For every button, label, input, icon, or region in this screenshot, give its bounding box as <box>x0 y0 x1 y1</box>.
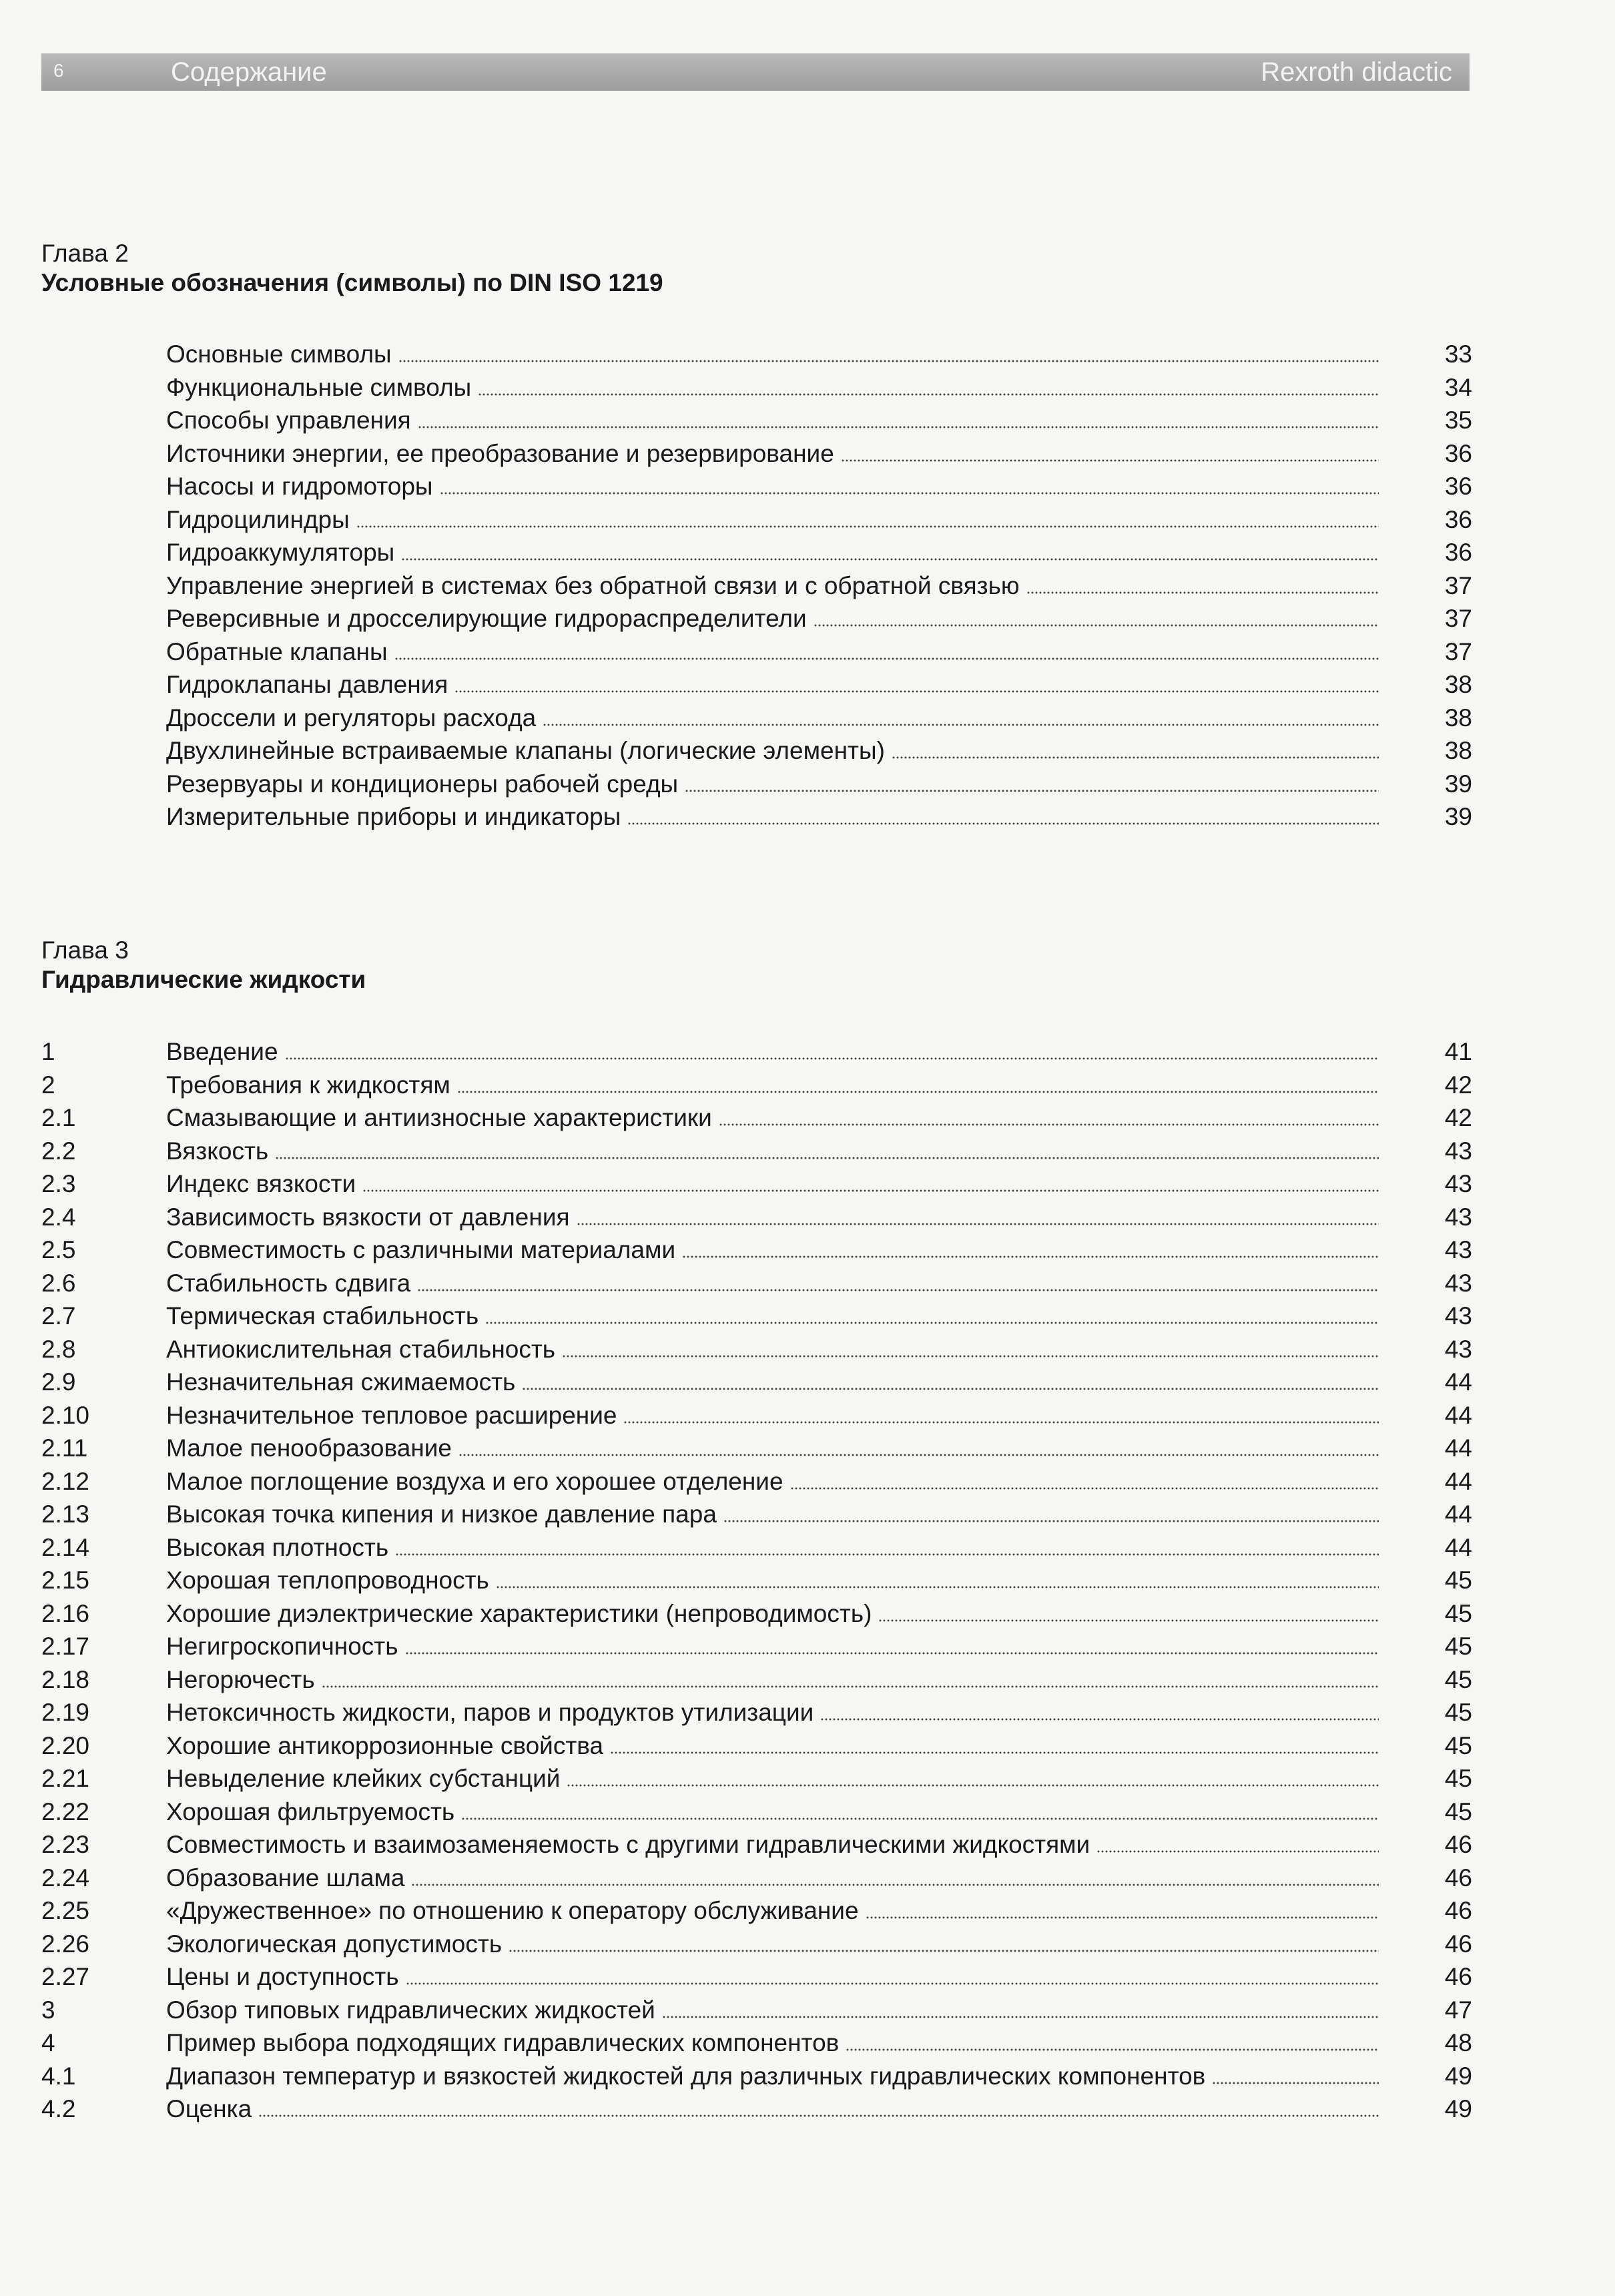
toc-row[interactable] <box>41 470 1472 503</box>
toc-number: 2.22 <box>41 1797 90 1825</box>
toc-page-number: 44 <box>1444 1500 1472 1528</box>
section-title: Содержание <box>171 57 327 87</box>
toc-number: 2.19 <box>41 1699 90 1726</box>
dot-leader <box>509 1928 1379 1952</box>
dot-leader <box>662 1994 1379 2018</box>
toc-row[interactable] <box>41 1894 1472 1928</box>
toc-row[interactable] <box>41 1333 1472 1366</box>
dot-leader <box>395 1532 1379 1556</box>
toc-row[interactable] <box>41 734 1472 768</box>
toc-number: 2.10 <box>41 1401 90 1429</box>
dot-leader <box>841 438 1379 462</box>
toc-entry <box>166 1300 1379 1333</box>
toc-entry-text: Источники энергии, ее преобразование и резервирование <box>166 439 834 467</box>
dot-leader <box>1212 2060 1379 2084</box>
toc-row[interactable] <box>41 1101 1472 1135</box>
dot-leader <box>820 1697 1379 1721</box>
dot-leader <box>440 471 1379 495</box>
dot-leader <box>411 1862 1379 1886</box>
toc-row[interactable] <box>41 668 1472 701</box>
dot-leader <box>406 1961 1379 1985</box>
toc-page-number: 36 <box>1444 439 1472 467</box>
toc-entry-text: Совместимость и взаимозаменяемость с другими гидравлическими жидкостями <box>166 1831 1090 1858</box>
toc-entry <box>166 1267 1379 1300</box>
toc-entry <box>166 800 1379 834</box>
toc-number: 2.9 <box>41 1368 76 1396</box>
toc-entry <box>166 734 1379 768</box>
dot-leader <box>398 338 1379 362</box>
toc-entry <box>166 503 1379 537</box>
toc-entry <box>166 1233 1379 1267</box>
chapter-3-heading <box>41 936 1376 994</box>
toc-page-number: 47 <box>1444 1996 1472 2024</box>
toc-number: 2.8 <box>41 1335 76 1363</box>
toc-number: 2.13 <box>41 1500 90 1528</box>
toc-entry-text: Диапазон температур и вязкостей жидкостей для различных гидравлических компонентов <box>166 2062 1206 2090</box>
page-number: 6 <box>53 60 64 81</box>
toc-entry-text: Незначительная сжимаемость <box>166 1368 516 1396</box>
toc-page-number: 43 <box>1444 1236 1472 1263</box>
toc-entry-text: Гидроклапаны давления <box>166 671 448 698</box>
toc-number: 2.23 <box>41 1831 90 1858</box>
toc-entry <box>166 1663 1379 1697</box>
toc-number: 2.3 <box>41 1170 76 1197</box>
toc-number: 2.24 <box>41 1863 90 1892</box>
toc-page-number: 45 <box>1444 1599 1472 1627</box>
toc-page-number: 42 <box>1444 1071 1472 1099</box>
chapter-label: Глава 3 <box>41 936 129 964</box>
toc-entry <box>166 1894 1379 1928</box>
dot-leader <box>567 1763 1379 1787</box>
toc-row[interactable] <box>41 1597 1472 1631</box>
toc-row[interactable] <box>41 404 1472 437</box>
toc-entry <box>166 1035 1379 1069</box>
toc-entry-text: Невыделение клейких субстанций <box>166 1765 561 1792</box>
toc-page-number: 45 <box>1444 1566 1472 1594</box>
toc-number: 2.26 <box>41 1930 90 1958</box>
dot-leader <box>522 1366 1379 1390</box>
toc-entry-text: Антиокислительная стабильность <box>166 1335 556 1363</box>
toc-entry-text: Индекс вязкости <box>166 1170 356 1197</box>
toc-entry-text: Реверсивные и дросселирующие гидрораспределители <box>166 605 807 632</box>
toc-page-number: 45 <box>1444 1731 1472 1759</box>
toc-entry-text: Хорошая фильтруемость <box>166 1797 455 1825</box>
toc-entry <box>166 1729 1379 1763</box>
toc-number: 4.2 <box>41 2095 76 2122</box>
dot-leader <box>458 1432 1379 1456</box>
toc-row[interactable] <box>41 768 1472 801</box>
toc-number: 2.6 <box>41 1269 76 1297</box>
toc-row[interactable] <box>41 2060 1472 2093</box>
toc-number: 2 <box>41 1071 55 1099</box>
dot-leader <box>417 1267 1379 1292</box>
toc-entry <box>166 1597 1379 1631</box>
dot-leader <box>394 636 1379 660</box>
dot-leader <box>1096 1829 1379 1853</box>
toc-entry <box>166 1135 1379 1168</box>
dot-leader <box>562 1334 1379 1358</box>
toc-row[interactable] <box>41 1828 1472 1861</box>
toc-row[interactable] <box>41 2026 1472 2060</box>
toc-entry <box>166 1399 1379 1432</box>
toc-number: 2.2 <box>41 1137 76 1165</box>
toc-number: 2.16 <box>41 1599 90 1627</box>
toc-entry-text: Хорошие диэлектрические характеристики (непроводимость) <box>166 1599 872 1627</box>
toc-page-number: 38 <box>1444 671 1472 698</box>
dot-leader <box>362 1168 1379 1192</box>
toc-entry <box>166 668 1379 701</box>
toc-number: 2.5 <box>41 1236 76 1263</box>
toc-entry-text: Введение <box>166 1038 278 1065</box>
toc-row[interactable] <box>41 1696 1472 1729</box>
dot-leader <box>577 1201 1379 1225</box>
toc-row[interactable] <box>41 2092 1472 2126</box>
dot-leader <box>866 1895 1379 1919</box>
dot-leader <box>418 404 1379 428</box>
toc-row[interactable] <box>41 503 1472 537</box>
dot-leader <box>496 1564 1379 1589</box>
brand-name: Rexroth didactic <box>1261 57 1452 87</box>
toc-page-number: 45 <box>1444 1665 1472 1693</box>
toc-entry <box>166 1201 1379 1234</box>
dot-leader <box>846 2027 1379 2051</box>
toc-number: 2.15 <box>41 1566 90 1594</box>
toc-page-number: 45 <box>1444 1797 1472 1825</box>
toc-page-number: 35 <box>1444 406 1472 434</box>
toc-entry-text: Негорючесть <box>166 1665 315 1693</box>
dot-leader <box>627 801 1379 825</box>
toc-page-number: 45 <box>1444 1699 1472 1726</box>
dot-leader <box>405 1631 1379 1655</box>
dot-leader <box>543 702 1379 726</box>
toc-entry-text: Хорошие антикоррозионные свойства <box>166 1731 604 1759</box>
dot-leader <box>814 603 1379 627</box>
toc-entry-text: Основные символы <box>166 340 392 368</box>
toc-row[interactable] <box>41 1465 1472 1498</box>
toc-page-number: 46 <box>1444 1963 1472 1990</box>
toc-entry-text: Хорошая теплопроводность <box>166 1566 489 1594</box>
toc-page-number: 44 <box>1444 1401 1472 1429</box>
toc-entry-text: Зависимость вязкости от давления <box>166 1203 570 1231</box>
toc-entry-text: Высокая точка кипения и низкое давление пара <box>166 1500 717 1528</box>
dot-leader <box>878 1598 1379 1622</box>
dot-leader <box>610 1730 1379 1754</box>
toc-entry-text: Гидроаккумуляторы <box>166 539 395 566</box>
toc-entry-text: Цены и доступность <box>166 1963 399 1990</box>
toc-row[interactable] <box>41 1432 1472 1465</box>
chapter-title: Условные обозначения (символы) по DIN ISO 1219 <box>41 269 663 296</box>
chapter-label: Глава 2 <box>41 240 129 267</box>
toc-entry <box>166 371 1379 404</box>
toc-entry <box>166 1564 1379 1597</box>
toc-entry <box>166 1994 1379 2027</box>
toc-entry-text: «Дружественное» по отношению к оператору обслуживание <box>166 1897 859 1924</box>
dot-leader <box>892 735 1379 759</box>
toc-page-number: 48 <box>1444 2029 1472 2056</box>
toc-row[interactable] <box>41 1366 1472 1399</box>
toc-entry-text: Способы управления <box>166 406 411 434</box>
toc-page-number: 46 <box>1444 1930 1472 1958</box>
toc-entry-text: Обзор типовых гидравлических жидкостей <box>166 1996 655 2024</box>
toc-page-number: 42 <box>1444 1104 1472 1131</box>
toc-number: 3 <box>41 1996 55 2024</box>
toc-entry-text: Малое пенообразование <box>166 1434 452 1462</box>
toc-page-number: 43 <box>1444 1137 1472 1165</box>
toc-number: 2.4 <box>41 1203 76 1231</box>
toc-entry-text: Насосы и гидромоторы <box>166 473 433 500</box>
toc-entry-text: Обратные клапаны <box>166 637 388 665</box>
toc-number: 2.18 <box>41 1665 90 1693</box>
toc-entry-text: Измерительные приборы и индикаторы <box>166 803 621 830</box>
toc-entry <box>166 2026 1379 2060</box>
toc-number: 2.27 <box>41 1963 90 1990</box>
toc-entry-text: Образование шлама <box>166 1863 405 1892</box>
dot-leader <box>682 1234 1379 1258</box>
toc-row[interactable] <box>41 1300 1472 1333</box>
toc-entry <box>166 1498 1379 1531</box>
toc-row[interactable] <box>41 1928 1472 1961</box>
dot-leader <box>285 1036 1379 1060</box>
toc-page-number: 44 <box>1444 1533 1472 1561</box>
toc-entry <box>166 536 1379 569</box>
toc-number: 2.7 <box>41 1302 76 1330</box>
toc-entry <box>166 1366 1379 1399</box>
toc-row[interactable] <box>41 371 1472 404</box>
toc-page-number: 38 <box>1444 703 1472 732</box>
toc-row[interactable] <box>41 1035 1472 1069</box>
toc-entry-text: Малое поглощение воздуха и его хорошее отделение <box>166 1467 783 1495</box>
toc-row[interactable] <box>41 1201 1472 1234</box>
toc-number: 2.21 <box>41 1765 90 1792</box>
toc-page-number: 41 <box>1444 1038 1472 1065</box>
toc-page-number: 46 <box>1444 1831 1472 1858</box>
toc-row[interactable] <box>41 1399 1472 1432</box>
toc-entry-text: Стабильность сдвига <box>166 1269 411 1297</box>
toc-number: 4.1 <box>41 2062 76 2090</box>
toc-row[interactable] <box>41 338 1472 371</box>
toc-entry <box>166 635 1379 669</box>
toc-page-number: 43 <box>1444 1269 1472 1297</box>
toc-page-number: 46 <box>1444 1863 1472 1892</box>
toc-page-number: 39 <box>1444 770 1472 798</box>
toc-entry <box>166 1630 1379 1663</box>
toc-entry-text: Нетоксичность жидкости, паров и продуктов утилизации <box>166 1699 814 1726</box>
dot-leader <box>461 1796 1379 1820</box>
toc-row[interactable] <box>41 1729 1472 1763</box>
toc-entry <box>166 701 1379 735</box>
toc-page-number: 34 <box>1444 373 1472 401</box>
toc-row[interactable] <box>41 569 1472 603</box>
toc-entry <box>166 1696 1379 1729</box>
toc-page-number: 36 <box>1444 539 1472 566</box>
toc-row[interactable] <box>41 1135 1472 1168</box>
dot-leader <box>723 1498 1379 1522</box>
toc-entry <box>166 437 1379 471</box>
toc-entry <box>166 1167 1379 1201</box>
toc-number: 2.25 <box>41 1897 90 1924</box>
toc-entry <box>166 1101 1379 1135</box>
toc-page-number: 33 <box>1444 340 1472 368</box>
toc-page-number: 49 <box>1444 2062 1472 2090</box>
toc-page-number: 39 <box>1444 803 1472 830</box>
toc-row[interactable] <box>41 701 1472 735</box>
toc-row[interactable] <box>41 635 1472 669</box>
toc-entry-text: Негигроскопичность <box>166 1633 398 1660</box>
toc-row[interactable] <box>41 1994 1472 2027</box>
toc-entry-text: Пример выбора подходящих гидравлических компонентов <box>166 2029 840 2056</box>
toc-entry <box>166 1861 1379 1895</box>
toc-page-number: 45 <box>1444 1633 1472 1660</box>
toc-entry-text: Гидроцилиндры <box>166 505 350 533</box>
toc-entry-text: Смазывающие и антиизносные характеристики <box>166 1104 712 1131</box>
toc-number: 2.17 <box>41 1633 90 1660</box>
dot-leader <box>356 504 1379 528</box>
toc-row[interactable] <box>41 437 1472 471</box>
toc-page-number: 38 <box>1444 737 1472 764</box>
toc-entry <box>166 1928 1379 1961</box>
toc-page-number: 43 <box>1444 1170 1472 1197</box>
toc-page-number: 45 <box>1444 1765 1472 1792</box>
toc-row[interactable] <box>41 1531 1472 1564</box>
toc-page-number: 46 <box>1444 1897 1472 1924</box>
toc-page-number: 44 <box>1444 1467 1472 1495</box>
toc-row[interactable] <box>41 1564 1472 1597</box>
running-header <box>41 53 1470 91</box>
toc-entry-text: Незначительное тепловое расширение <box>166 1401 617 1429</box>
toc-entry <box>166 1069 1379 1102</box>
dot-leader <box>457 1069 1379 1093</box>
toc-entry-text: Функциональные символы <box>166 373 472 401</box>
toc-entry-text: Двухлинейные встраиваемые клапаны (логические элементы) <box>166 737 885 764</box>
toc-entry-text: Экологическая допустимость <box>166 1930 503 1958</box>
toc-entry <box>166 1432 1379 1465</box>
toc-page-number: 37 <box>1444 637 1472 665</box>
toc-number: 4 <box>41 2029 55 2056</box>
toc-row[interactable] <box>41 1233 1472 1267</box>
chapter-3-toc <box>41 1035 1472 2126</box>
toc-entry-text: Вязкость <box>166 1137 269 1165</box>
toc-entry <box>166 338 1379 371</box>
toc-row[interactable] <box>41 1267 1472 1300</box>
toc-entry <box>166 1795 1379 1829</box>
toc-page-number: 49 <box>1444 2095 1472 2122</box>
toc-entry-text: Требования к жидкостям <box>166 1071 450 1099</box>
dot-leader <box>258 2093 1379 2117</box>
toc-entry <box>166 1828 1379 1861</box>
chapter-2-heading <box>41 239 1376 298</box>
toc-row[interactable] <box>41 1960 1472 1994</box>
dot-leader <box>623 1400 1379 1424</box>
toc-row[interactable] <box>41 1630 1472 1663</box>
toc-page-number: 43 <box>1444 1203 1472 1231</box>
toc-entry-text: Совместимость с различными материалами <box>166 1236 676 1263</box>
dot-leader <box>322 1664 1379 1688</box>
toc-entry <box>166 1333 1379 1366</box>
chapter-2-toc <box>41 338 1472 834</box>
toc-row[interactable] <box>41 1795 1472 1829</box>
toc-entry <box>166 470 1379 503</box>
toc-page-number: 37 <box>1444 571 1472 599</box>
toc-row[interactable] <box>41 536 1472 569</box>
toc-page-number: 37 <box>1444 605 1472 632</box>
toc-number: 2.12 <box>41 1467 90 1495</box>
toc-entry <box>166 1762 1379 1795</box>
toc-page-number: 43 <box>1444 1302 1472 1330</box>
dot-leader <box>401 537 1379 561</box>
dot-leader <box>485 1300 1379 1324</box>
toc-row[interactable] <box>41 1663 1472 1697</box>
toc-row[interactable] <box>41 1762 1472 1795</box>
toc-page-number: 36 <box>1444 505 1472 533</box>
toc-entry <box>166 1465 1379 1498</box>
toc-page-number: 44 <box>1444 1434 1472 1462</box>
dot-leader <box>478 372 1379 396</box>
toc-entry <box>166 1960 1379 1994</box>
chapter-title: Гидравлические жидкости <box>41 966 366 993</box>
toc-entry <box>166 768 1379 801</box>
dot-leader <box>454 669 1379 693</box>
toc-page-number: 43 <box>1444 1335 1472 1363</box>
toc-entry <box>166 602 1379 635</box>
dot-leader <box>275 1135 1379 1159</box>
toc-number: 1 <box>41 1038 55 1065</box>
toc-page-number: 36 <box>1444 473 1472 500</box>
toc-entry-text: Дроссели и регуляторы расхода <box>166 703 537 732</box>
dot-leader <box>790 1466 1379 1490</box>
toc-entry <box>166 2092 1379 2126</box>
toc-number: 2.14 <box>41 1533 90 1561</box>
toc-entry-text: Оценка <box>166 2095 252 2122</box>
toc-number: 2.11 <box>41 1434 88 1462</box>
toc-entry <box>166 569 1379 603</box>
toc-entry-text: Резервуары и кондиционеры рабочей среды <box>166 770 679 798</box>
toc-entry <box>166 1531 1379 1564</box>
dot-leader <box>1026 570 1379 594</box>
toc-number: 2.1 <box>41 1104 76 1131</box>
dot-leader <box>719 1102 1379 1126</box>
toc-row[interactable] <box>41 602 1472 635</box>
toc-number: 2.20 <box>41 1731 90 1759</box>
toc-entry <box>166 404 1379 437</box>
toc-row[interactable] <box>41 1861 1472 1895</box>
toc-entry-text: Высокая плотность <box>166 1533 389 1561</box>
toc-entry-text: Термическая стабильность <box>166 1302 479 1330</box>
toc-page-number: 44 <box>1444 1368 1472 1396</box>
toc-entry-text: Управление энергией в системах без обратной связи и с обратной связью <box>166 571 1020 599</box>
dot-leader <box>685 768 1379 792</box>
toc-row[interactable] <box>41 1167 1472 1201</box>
toc-row[interactable] <box>41 1498 1472 1531</box>
toc-row[interactable] <box>41 1069 1472 1102</box>
toc-entry <box>166 2060 1379 2093</box>
toc-row[interactable] <box>41 800 1472 834</box>
